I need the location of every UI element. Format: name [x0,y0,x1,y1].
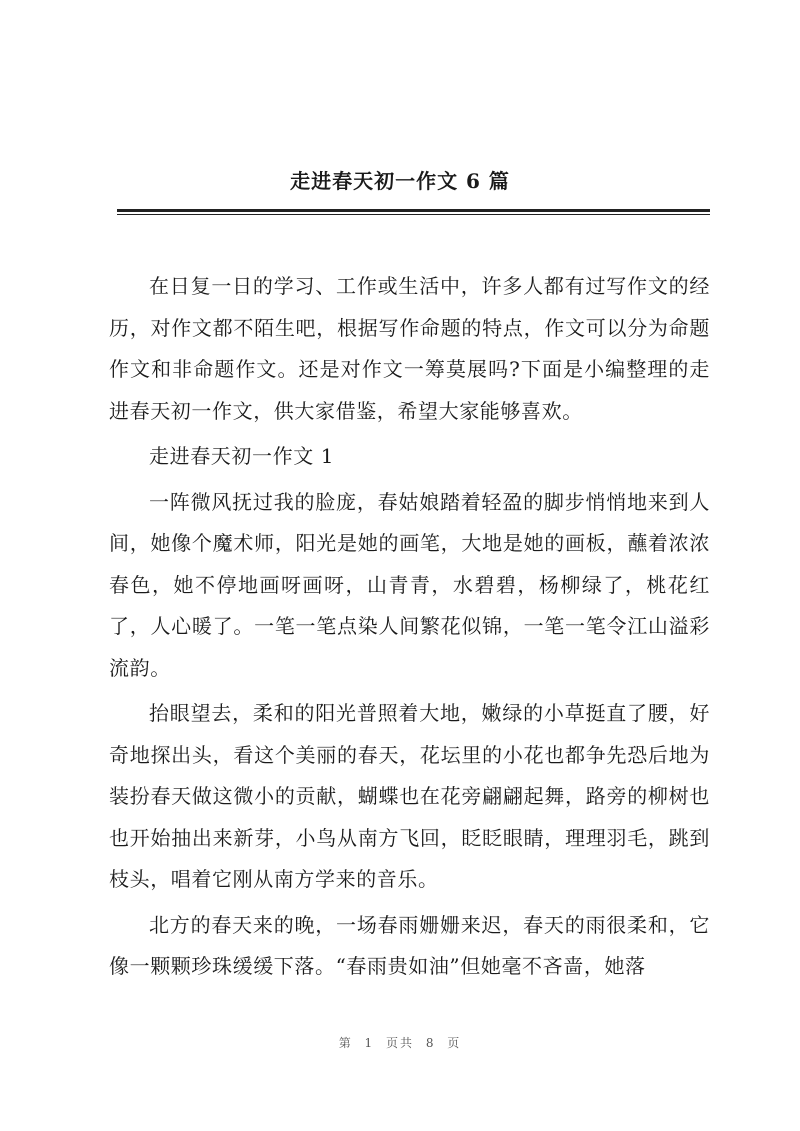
document-body [109,266,710,992]
body-paragraph: 一阵微风抚过我的脸庞，春姑娘踏着轻盈的脚步悄悄地来到人间，她像个魔术师，阳光是她的画笔，大地是她的画板，蘸着浓浓春色，她不停地画呀画呀，山青青，水碧碧，杨柳绿了，桃花红了，人心暖了。一笔一笔点染人间繁花似锦，一笔一笔令江山溢彩流韵。 [109,489,710,680]
page-number-footer: 第 1 页共 8 页 [338,1036,462,1050]
body-paragraph: 北方的春天来的晚，一场春雨姗姗来迟，春天的雨很柔和，它像一颗颗珍珠缓缓下落。“春雨贵如油”但她毫不吝啬，她落 [109,912,710,978]
title-divider [117,209,710,212]
body-paragraph: 抬眼望去，柔和的阳光普照着大地，嫩绿的小草挺直了腰，好奇地探出头，看这个美丽的春天，花坛里的小花也都争先恐后地为装扮春天做这微小的贡献，蝴蝶也在花旁翩翩起舞，路旁的柳树也也开始抽出来新芽，小鸟从南方飞回，眨眨眼睛，理理羽毛，跳到枝头，唱着它刚从南方学来的音乐。 [109,701,710,891]
intro-paragraph: 在日复一日的学习、工作或生活中，许多人都有过写作文的经历，对作文都不陌生吧，根据写作命题的特点，作文可以分为命题作文和非命题作文。还是对作文一筹莫展吗?下面是小编整理的走进春天初一作文，供大家借鉴，希望大家能够喜欢。 [109,274,710,423]
section-heading: 走进春天初一作文 1 [149,444,335,468]
document-title: 走进春天初一作文 6 篇 [290,169,510,193]
